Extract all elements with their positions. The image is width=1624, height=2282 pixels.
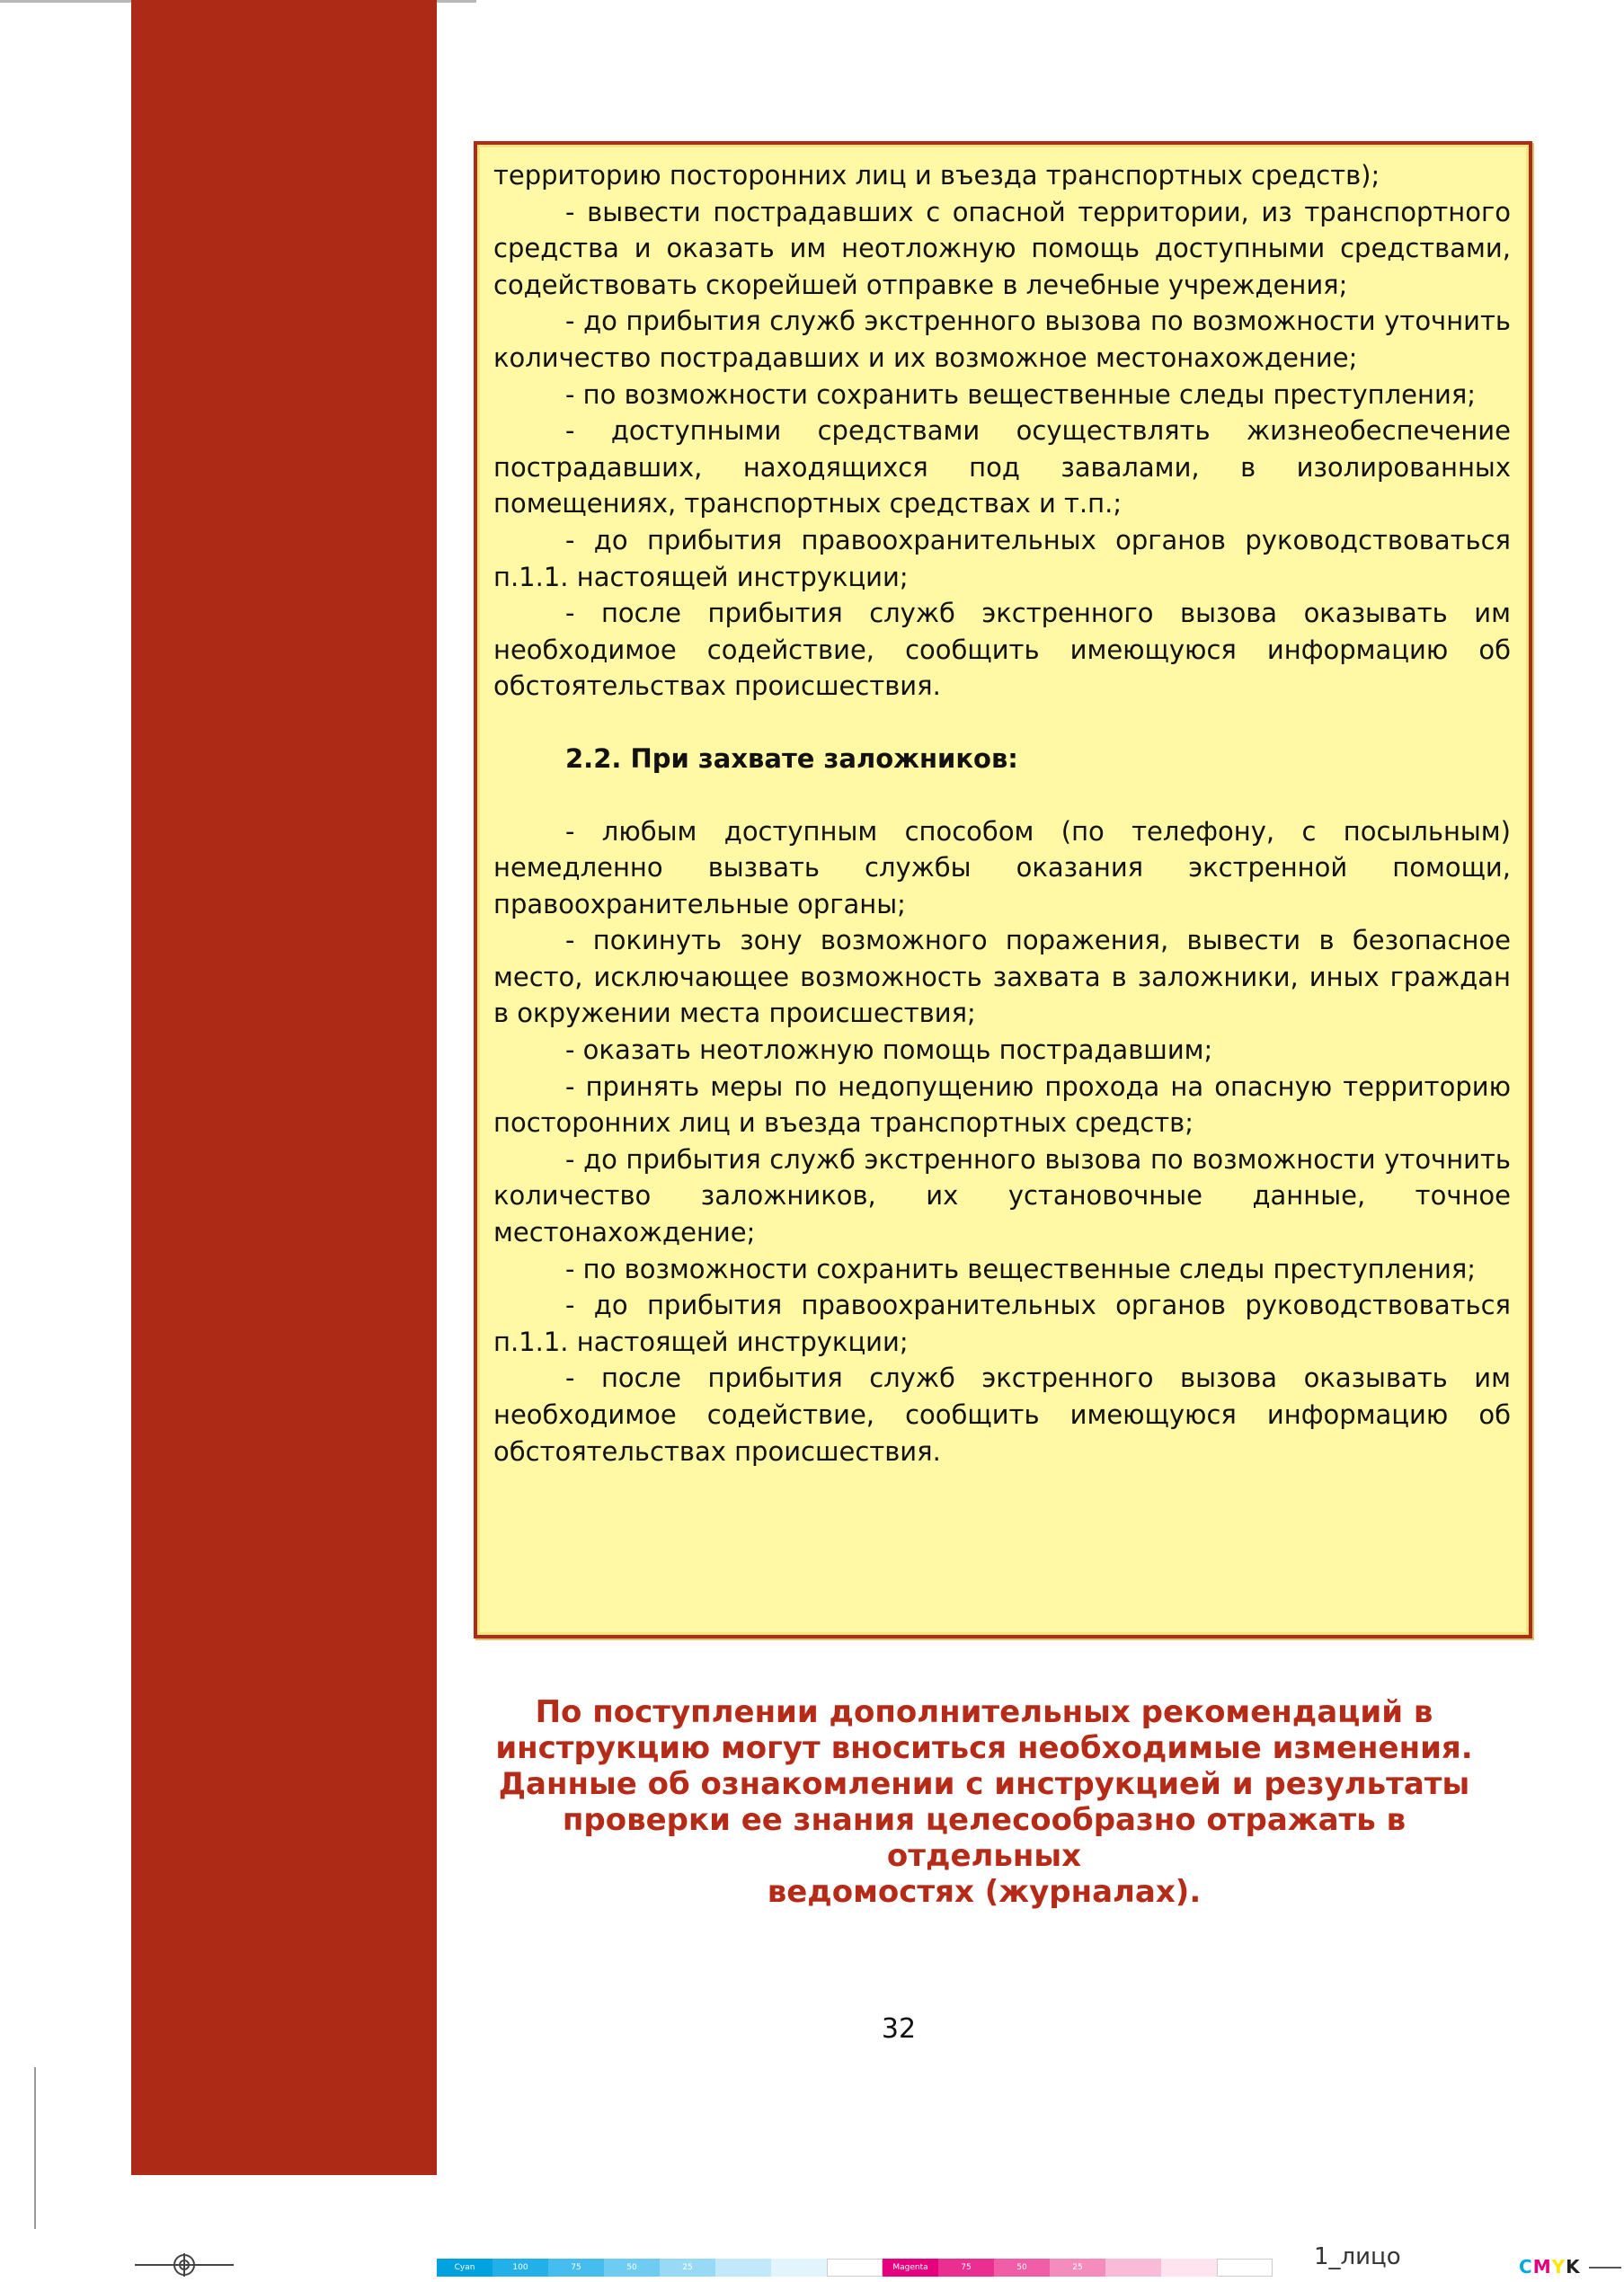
color-swatch: 75 xyxy=(938,2259,994,2277)
closing-note-line: ведомостях (журналах). xyxy=(767,1874,1202,1910)
instruction-item: - оказать неотложную помощь пострадавшим; xyxy=(565,1034,1213,1066)
instruction-item: - любым доступным способом (по телефону, с посыльным) немедленно вызвать службы оказания экстренной помощи, правоохранительные органы; xyxy=(493,815,1511,919)
cmyk-letter-k: K xyxy=(1566,2256,1581,2278)
color-swatch xyxy=(1217,2259,1273,2277)
instruction-item: - после прибытия служб экстренного вызова оказывать им необходимое содействие, сообщить имеющуюся информацию об обстоятельствах происшествия. xyxy=(493,598,1511,702)
cmyk-label xyxy=(1519,2256,1581,2278)
color-swatch: 25 xyxy=(660,2259,715,2277)
cmyk-letter-c: C xyxy=(1519,2256,1533,2278)
instruction-item: - до прибытия правоохранительных органов руководствоваться п.1.1. настоящей инструкции; xyxy=(493,524,1511,592)
color-swatch: 100 xyxy=(493,2259,548,2277)
closing-note-line: проверки ее знания целесообразно отражать в отдельных xyxy=(562,1802,1407,1874)
color-swatch: 25 xyxy=(1050,2259,1105,2277)
red-side-band xyxy=(131,0,437,2175)
instruction-item: - по возможности сохранить вещественные следы преступления; xyxy=(565,1253,1477,1284)
color-swatch xyxy=(715,2259,771,2277)
instruction-item: - принять меры по недопущению прохода на опасную территорию посторонних лиц и въезда транспортных средств; xyxy=(493,1070,1511,1139)
instruction-item: - до прибытия служб экстренного вызова по возможности уточнить количество заложников, их установочные данные, точное местонахождение; xyxy=(493,1143,1511,1248)
color-swatch xyxy=(1161,2259,1217,2277)
instruction-item: территорию посторонних лиц и въезда транспортных средств); xyxy=(493,160,1380,191)
instruction-list-before xyxy=(493,157,1511,705)
closing-note xyxy=(467,1694,1501,1910)
instruction-item: - доступными средствами осуществлять жизнеобеспечение пострадавших, находящихся под завалами, в изолированных помещениях, транспортных средствах и т.п.; xyxy=(493,415,1511,519)
instruction-item: - вывести пострадавших с опасной территории, из транспортного средства и оказать им неотложную помощь доступными средствами, содействовать скорейшей отправке в лечебные учреждения; xyxy=(493,196,1511,300)
cmyk-letter-y: Y xyxy=(1551,2256,1566,2278)
instruction-item: - покинуть зону возможного поражения, вывести в безопасное место, исключающее возможность захвата в заложники, иных граждан в окружении места происшествия; xyxy=(493,925,1511,1029)
color-swatch: Cyan xyxy=(437,2259,493,2277)
instruction-item: - после прибытия служб экстренного вызова оказывать им необходимое содействие, сообщить имеющуюся информацию об обстоятельствах происшествия. xyxy=(493,1363,1511,1467)
left-margin-line xyxy=(34,2067,36,2229)
closing-note-line: Данные об ознакомлении с инструкцией и результаты xyxy=(498,1766,1470,1802)
color-swatch: 50 xyxy=(994,2259,1050,2277)
instruction-box xyxy=(474,141,1532,1638)
color-swatch xyxy=(771,2259,827,2277)
registration-mark-icon xyxy=(135,2251,234,2278)
closing-note-line: По поступлении дополнительных рекомендаций в xyxy=(535,1694,1433,1730)
color-swatch: 75 xyxy=(548,2259,604,2277)
instruction-item: - до прибытия служб экстренного вызова по возможности уточнить количество пострадавших и их возможное местонахождение; xyxy=(493,306,1511,373)
section-heading: 2.2. При захвате заложников: xyxy=(565,742,1018,774)
instruction-item: - по возможности сохранить вещественные следы преступления; xyxy=(565,378,1477,410)
instruction-item: - до прибытия правоохранительных органов руководствоваться п.1.1. настоящей инструкции; xyxy=(493,1290,1511,1357)
instruction-list-after xyxy=(493,813,1511,1470)
closing-note-line: инструкцию могут вноситься необходимые изменения. xyxy=(495,1730,1473,1766)
page-number: 32 xyxy=(881,2013,917,2045)
color-swatch: 50 xyxy=(604,2259,660,2277)
color-swatch xyxy=(1105,2259,1161,2277)
color-control-bar xyxy=(437,2259,1273,2277)
cmyk-dash xyxy=(1589,2267,1621,2269)
slug-label: 1_лицо xyxy=(1314,2243,1401,2270)
cmyk-letter-m: M xyxy=(1532,2256,1552,2278)
color-swatch xyxy=(827,2259,883,2277)
color-swatch: Magenta xyxy=(883,2259,938,2277)
